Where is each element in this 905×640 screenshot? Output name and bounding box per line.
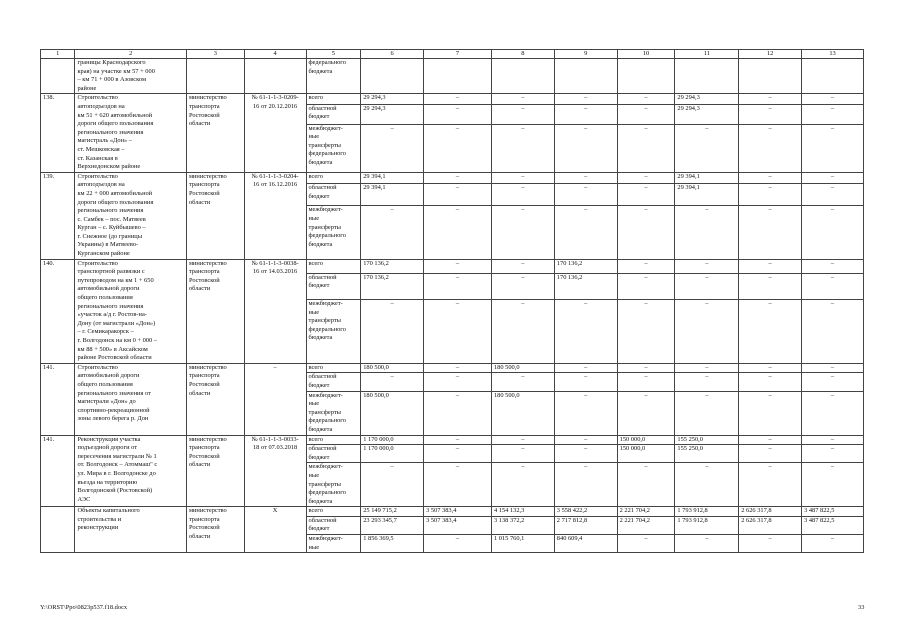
amount-cell: – xyxy=(617,299,675,363)
amount-cell: – xyxy=(491,259,554,273)
amount-cell: 29 394,1 xyxy=(675,172,739,184)
amount-cell: – xyxy=(802,391,864,435)
amount-cell: – xyxy=(491,373,554,391)
amount-cell: – xyxy=(675,373,739,391)
funding-source: всего xyxy=(306,507,361,517)
amount-cell: 150 000,0 xyxy=(617,435,675,445)
amount-cell: 170 136,2 xyxy=(554,259,617,273)
amount-cell: 180 500,0 xyxy=(491,363,554,373)
column-header: 10 xyxy=(617,50,675,59)
amount-cell: – xyxy=(739,299,802,363)
amount-cell: – xyxy=(617,94,675,104)
amount-cell: 150 000,0 xyxy=(617,445,675,463)
amount-cell: – xyxy=(554,124,617,172)
amount-cell: – xyxy=(675,206,739,259)
amount-cell: – xyxy=(424,363,492,373)
amount-cell: – xyxy=(739,273,802,299)
column-header: 1 xyxy=(41,50,75,59)
amount-cell: 155 250,0 xyxy=(675,435,739,445)
column-header: 7 xyxy=(424,50,492,59)
amount-cell: 1 793 912,8 xyxy=(675,507,739,517)
amount-cell: – xyxy=(361,463,424,507)
column-header: 3 xyxy=(186,50,244,59)
amount-cell: 3 487 822,5 xyxy=(802,516,864,534)
budget-table xyxy=(40,49,864,553)
amount-cell: – xyxy=(424,172,492,184)
funding-source: всего xyxy=(306,363,361,373)
amount-cell: – xyxy=(675,391,739,435)
funding-source: всего xyxy=(306,259,361,273)
amount-cell: 1 856 369,5 xyxy=(361,535,424,553)
amount-cell: 1 170 000,0 xyxy=(361,445,424,463)
amount-cell: – xyxy=(554,373,617,391)
ministry: министерство транспорта Ростовской области xyxy=(186,259,244,363)
amount-cell: – xyxy=(554,94,617,104)
amount-cell: – xyxy=(739,535,802,553)
funding-source: всего xyxy=(306,435,361,445)
amount-cell: 29 394,1 xyxy=(361,184,424,206)
amount-cell: 155 250,0 xyxy=(675,445,739,463)
amount-cell: – xyxy=(424,463,492,507)
amount-cell: – xyxy=(802,435,864,445)
object-name: Строительство транспортной развязки с путепроводом на км 1 + 650 автомобильной дороги общего пользования регионального значения «участок а/д г. Ростов-на- Дону (от магистрали «Дон») – г. Семикаракорск – г. Волгодонск на км 0 + 000 – км 88 + 500» в Аксайском районе Ростовской области xyxy=(75,259,186,363)
amount-cell: – xyxy=(554,172,617,184)
page-number: 33 xyxy=(858,604,865,611)
amount-cell: 170 136,2 xyxy=(361,259,424,273)
column-header: 8 xyxy=(491,50,554,59)
amount-cell: – xyxy=(361,299,424,363)
continuation-row xyxy=(41,59,864,94)
amount-cell: – xyxy=(739,124,802,172)
amount-cell: – xyxy=(739,363,802,373)
funding-source: областной бюджет xyxy=(306,445,361,463)
amount-cell: – xyxy=(739,94,802,104)
amount-cell: – xyxy=(491,206,554,259)
amount-cell: – xyxy=(491,435,554,445)
amount-cell: 170 136,2 xyxy=(554,273,617,299)
ministry: министерство транспорта Ростовской области xyxy=(186,435,244,507)
column-header: 9 xyxy=(554,50,617,59)
amount-cell: – xyxy=(424,184,492,206)
amount-cell: 2 221 704,2 xyxy=(617,507,675,517)
amount-cell: – xyxy=(617,172,675,184)
amount-cell: – xyxy=(739,172,802,184)
amount-cell: – xyxy=(739,206,802,259)
amount-cell: 3 558 422,2 xyxy=(554,507,617,517)
object-name: Строительство автоподъездов на км 22 + 000 автомобильной дороги общего пользования регионального значения с. Самбек – пос. Матвеев Курган – с. Куйбышево – г. Снежное (до границы Украины) в Матвеево- Курганском районе xyxy=(75,172,186,259)
ministry: министерство транспорта Ростовской области xyxy=(186,94,244,172)
amount-cell: – xyxy=(802,259,864,273)
funding-source: всего xyxy=(306,172,361,184)
row-number: 141. xyxy=(41,363,75,435)
column-header: 5 xyxy=(306,50,361,59)
amount-cell: 29 294,3 xyxy=(675,94,739,104)
amount-cell: – xyxy=(424,373,492,391)
column-header: 13 xyxy=(802,50,864,59)
amount-cell: – xyxy=(554,104,617,124)
amount-cell: 1 015 760,1 xyxy=(491,535,554,553)
amount-cell: 1 793 912,8 xyxy=(675,516,739,534)
amount-cell: – xyxy=(675,299,739,363)
amount-cell: – xyxy=(739,445,802,463)
amount-cell: 180 500,0 xyxy=(361,363,424,373)
amount-cell: – xyxy=(617,463,675,507)
amount-cell: 840 609,4 xyxy=(554,535,617,553)
funding-source: областной бюджет xyxy=(306,373,361,391)
column-header: 12 xyxy=(739,50,802,59)
table-row xyxy=(41,507,864,517)
amount-cell: – xyxy=(554,445,617,463)
amount-cell: – xyxy=(617,373,675,391)
amount-cell: 29 294,3 xyxy=(361,104,424,124)
file-path-footer: Y:\ORST\Ppo\0823p537.f18.docx xyxy=(40,604,128,611)
funding-source: межбюджет- ные трансферты федерального бюджета xyxy=(306,391,361,435)
amount-cell: – xyxy=(491,445,554,463)
object-name: Объекты капитального строительства и реконструкции xyxy=(75,507,186,553)
amount-cell: – xyxy=(424,299,492,363)
amount-cell: – xyxy=(491,463,554,507)
row-number: 141. xyxy=(41,435,75,507)
amount-cell: – xyxy=(802,124,864,172)
amount-cell: – xyxy=(424,104,492,124)
row-number xyxy=(41,507,75,553)
amount-cell: 23 293 345,7 xyxy=(361,516,424,534)
document-ref: № 61-1-1-3-0033- 18 от 07.03.2018 xyxy=(244,435,306,507)
amount-cell: – xyxy=(739,259,802,273)
row-number: 139. xyxy=(41,172,75,259)
amount-cell: – xyxy=(739,463,802,507)
amount-cell: 25 149 715,2 xyxy=(361,507,424,517)
continuation-name: границы Краснодарского края) на участке км 57 + 000 – км 71 + 000 в Азовском районе xyxy=(75,59,186,94)
amount-cell: 1 170 000,0 xyxy=(361,435,424,445)
amount-cell: – xyxy=(491,94,554,104)
amount-cell: 4 154 132,3 xyxy=(491,507,554,517)
amount-cell: – xyxy=(675,463,739,507)
amount-cell: – xyxy=(617,259,675,273)
amount-cell: 3 507 383,4 xyxy=(424,507,492,517)
continuation-source: федерального бюджета xyxy=(306,59,361,94)
amount-cell: – xyxy=(739,104,802,124)
header-row xyxy=(41,50,864,59)
table-row xyxy=(41,172,864,184)
funding-source: областной бюджет xyxy=(306,104,361,124)
amount-cell: – xyxy=(361,124,424,172)
amount-cell: – xyxy=(802,463,864,507)
amount-cell: 29 394,1 xyxy=(361,172,424,184)
amount-cell: – xyxy=(424,259,492,273)
amount-cell: 2 221 704,2 xyxy=(617,516,675,534)
funding-source: областной бюджет xyxy=(306,516,361,534)
funding-source: межбюджет- ные трансферты федерального бюджета xyxy=(306,463,361,507)
amount-cell: – xyxy=(739,373,802,391)
amount-cell: – xyxy=(554,463,617,507)
document-ref: – xyxy=(244,363,306,435)
amount-cell: – xyxy=(424,535,492,553)
amount-cell: – xyxy=(424,445,492,463)
amount-cell: – xyxy=(802,535,864,553)
object-name: Реконструкция участка подъездной дороги от пересечения магистрали № 1 от. Волгодонск – Атоммаш" с ул. Мира в г. Волгодонске до въезда на территорию Волгодонской (Ростовской) АЭС xyxy=(75,435,186,507)
ministry: министерство транспорта Ростовской области xyxy=(186,172,244,259)
amount-cell: – xyxy=(739,391,802,435)
amount-cell: – xyxy=(554,391,617,435)
amount-cell: – xyxy=(675,124,739,172)
amount-cell: 2 717 812,8 xyxy=(554,516,617,534)
amount-cell: – xyxy=(424,94,492,104)
amount-cell: – xyxy=(491,273,554,299)
table-row xyxy=(41,363,864,373)
amount-cell: – xyxy=(361,373,424,391)
document-ref: № 61-1-1-3-0209- 16 от 20.12.2016 xyxy=(244,94,306,172)
amount-cell: – xyxy=(802,363,864,373)
amount-cell: 29 294,3 xyxy=(675,104,739,124)
amount-cell: 2 626 317,8 xyxy=(739,507,802,517)
column-header: 11 xyxy=(675,50,739,59)
funding-source: областной бюджет xyxy=(306,184,361,206)
amount-cell: – xyxy=(802,299,864,363)
amount-cell: – xyxy=(617,391,675,435)
amount-cell: 3 138 372,2 xyxy=(491,516,554,534)
amount-cell: 2 626 317,8 xyxy=(739,516,802,534)
funding-source: межбюджет- ные трансферты федерального бюджета xyxy=(306,299,361,363)
amount-cell: – xyxy=(424,124,492,172)
object-name: Строительство автомобильной дороги общего пользования регионального значения от магистрали «Дон» до спортивно-рекреационной зоны левого берега р. Дон xyxy=(75,363,186,435)
amount-cell: – xyxy=(424,206,492,259)
document-ref: № 61-1-1-3-0204- 16 от 16.12.2016 xyxy=(244,172,306,259)
amount-cell: – xyxy=(802,273,864,299)
column-header: 6 xyxy=(361,50,424,59)
amount-cell: – xyxy=(617,363,675,373)
amount-cell: – xyxy=(617,206,675,259)
amount-cell: – xyxy=(675,363,739,373)
amount-cell: – xyxy=(802,184,864,206)
amount-cell: 29 394,1 xyxy=(675,184,739,206)
ministry: министерство транспорта Ростовской области xyxy=(186,507,244,553)
amount-cell: – xyxy=(491,104,554,124)
funding-source: всего xyxy=(306,94,361,104)
amount-cell: – xyxy=(739,184,802,206)
amount-cell: – xyxy=(361,206,424,259)
amount-cell: – xyxy=(424,435,492,445)
amount-cell: – xyxy=(617,124,675,172)
amount-cell: – xyxy=(802,373,864,391)
amount-cell: – xyxy=(491,299,554,363)
funding-source: межбюджет- ные трансферты федерального бюджета xyxy=(306,206,361,259)
document-ref: № 61-1-1-3-0038- 16 от 14.03.2016 xyxy=(244,259,306,363)
amount-cell: – xyxy=(554,363,617,373)
amount-cell: – xyxy=(802,172,864,184)
table-row xyxy=(41,259,864,273)
row-number: 138. xyxy=(41,94,75,172)
amount-cell: – xyxy=(554,435,617,445)
amount-cell: – xyxy=(424,273,492,299)
funding-source: межбюджет- ные xyxy=(306,535,361,553)
amount-cell: 180 500,0 xyxy=(491,391,554,435)
amount-cell: – xyxy=(617,104,675,124)
amount-cell: – xyxy=(802,94,864,104)
column-header: 2 xyxy=(75,50,186,59)
amount-cell: 170 136,2 xyxy=(361,273,424,299)
row-number: 140. xyxy=(41,259,75,363)
amount-cell: – xyxy=(554,206,617,259)
amount-cell: – xyxy=(491,184,554,206)
funding-source: межбюджет- ные трансферты федерального бюджета xyxy=(306,124,361,172)
amount-cell: – xyxy=(491,124,554,172)
amount-cell: – xyxy=(554,184,617,206)
table-row xyxy=(41,94,864,104)
document-ref: Х xyxy=(244,507,306,553)
funding-source: областной бюджет xyxy=(306,273,361,299)
amount-cell: – xyxy=(802,104,864,124)
amount-cell: – xyxy=(802,445,864,463)
amount-cell: – xyxy=(617,273,675,299)
amount-cell: – xyxy=(491,172,554,184)
amount-cell: 3 487 822,5 xyxy=(802,507,864,517)
amount-cell: – xyxy=(675,259,739,273)
amount-cell: – xyxy=(424,391,492,435)
amount-cell: 180 500,0 xyxy=(361,391,424,435)
amount-cell: – xyxy=(675,273,739,299)
amount-cell: – xyxy=(675,535,739,553)
column-header: 4 xyxy=(244,50,306,59)
amount-cell: – xyxy=(802,206,864,259)
object-name: Строительство автоподъездов на км 51 + 620 автомобильной дороги общего пользования регионального значения магистраль «Дон» – ст. Мешковская – ст. Казанская в Верхнедонском районе xyxy=(75,94,186,172)
amount-cell: – xyxy=(739,435,802,445)
amount-cell: 29 294,3 xyxy=(361,94,424,104)
amount-cell: – xyxy=(617,184,675,206)
table-row xyxy=(41,435,864,445)
amount-cell: – xyxy=(617,535,675,553)
amount-cell: 3 507 383,4 xyxy=(424,516,492,534)
ministry: министерство транспорта Ростовской области xyxy=(186,363,244,435)
amount-cell: – xyxy=(554,299,617,363)
